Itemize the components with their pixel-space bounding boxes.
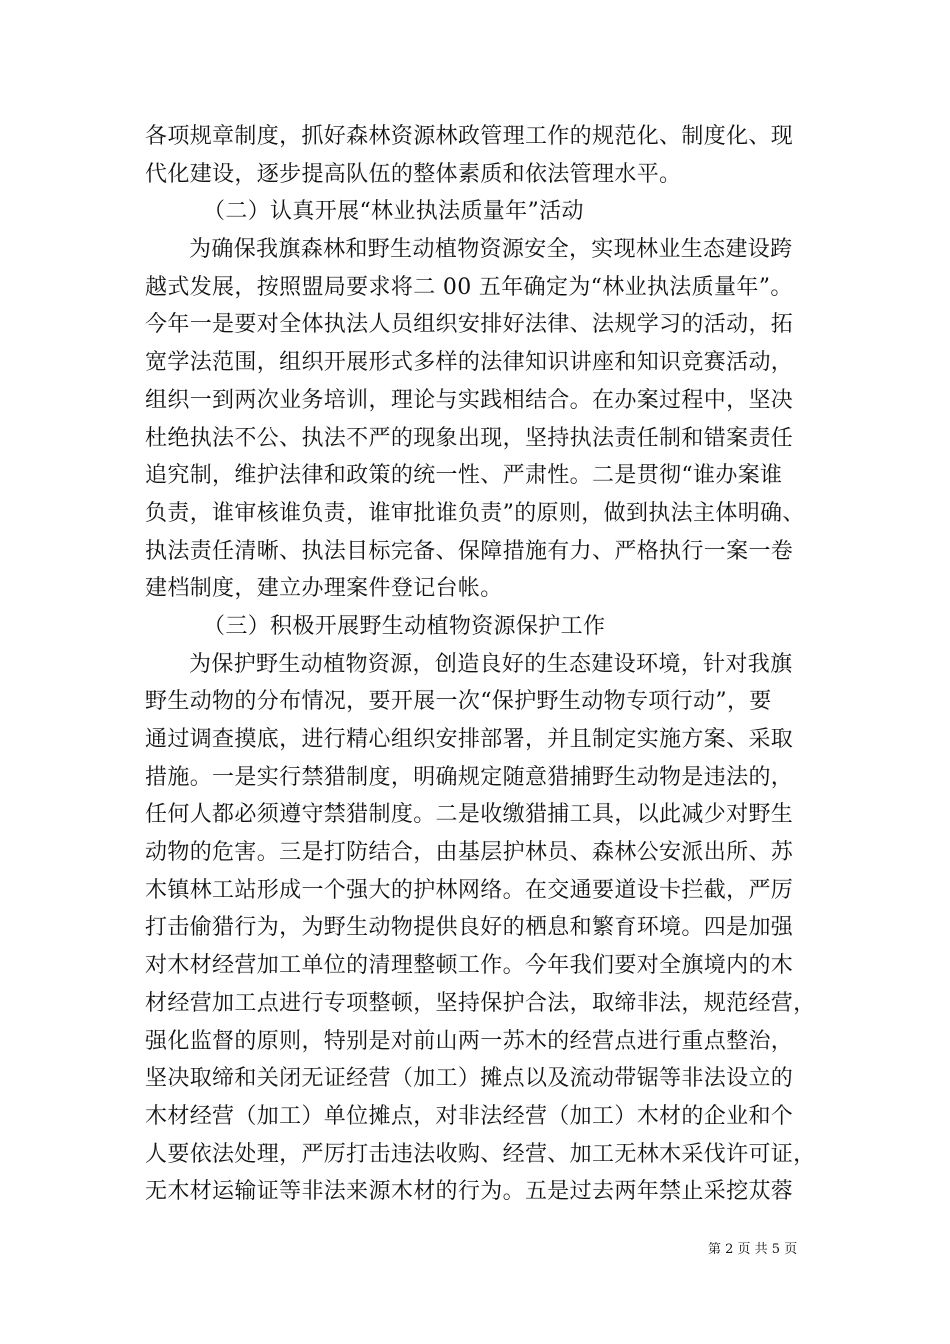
text-line: 通过调查摸底，进行精心组织安排部署，并且制定实施方案、采取: [145, 727, 794, 752]
text-line: 木镇林工站形成一个强大的护林网络。在交通要道设卡拦截，严厉: [145, 877, 794, 903]
text-line: 建档制度，建立办理案件登记台帐。: [145, 576, 503, 602]
text-line: 组织一到两次业务培训，理论与实践相结合。在办案过程中，坚决: [145, 387, 794, 413]
text-line: 负责，谁审核谁负责，谁审批谁负责”的原则，做到执法主体明确、: [145, 500, 805, 526]
text-line: 强化监督的原则，特别是对前山两一苏木的经营点进行重点整治，: [145, 1028, 794, 1054]
text-line: 材经营加工点进行专项整顿，坚持保护合法，取缔非法，规范经营，: [145, 990, 816, 1016]
text-line: 为保护野生动植物资源，创造良好的生态建设环境，针对我旗: [189, 651, 793, 677]
text-line: 杜绝执法不公、执法不严的现象出现，坚持执法责任制和错案责任: [145, 425, 794, 451]
text-line: 宽学法范围，组织开展形式多样的法律知识讲座和知识竞赛活动，: [145, 350, 794, 376]
text-line: 执法责任清晰、执法目标完备、保障措施有力、严格执行一案一卷: [145, 538, 794, 564]
page-number: 第 2 页 共 5 页: [708, 1242, 798, 1257]
body-text: [145, 118, 835, 1211]
text-line: 无木材运输证等非法来源木材的行为。五是过去两年禁止采挖苁蓉: [145, 1179, 794, 1205]
text-line: 打击偷猎行为，为野生动物提供良好的栖息和繁育环境。四是加强: [145, 915, 794, 941]
text-line: 措施。一是实行禁猎制度，明确规定随意猎捕野生动物是违法的，: [145, 764, 794, 790]
text-line: 追究制，维护法律和政策的统一性、严肃性。二是贯彻“谁办案谁: [145, 463, 783, 489]
text-line: 任何人都必须遵守禁猎制度。二是收缴猎捕工具，以此减少对野生: [145, 802, 794, 828]
text-line: 各项规章制度，抓好森林资源林政管理工作的规范化、制度化、现: [145, 124, 794, 149]
text-line: 人要依法处理，严厉打击违法收购、经营、加工无林木采伐许可证，: [145, 1141, 816, 1167]
section-heading: （二）认真开展“林业执法质量年”活动: [203, 199, 584, 225]
text-line: 坚决取缔和关闭无证经营（加工）摊点以及流动带锯等非法设立的: [145, 1066, 794, 1092]
text-line: 对木材经营加工单位的清理整顿工作。今年我们要对全旗境内的木: [145, 953, 794, 979]
text-line: 为确保我旗森林和野生动植物资源安全，实现林业生态建设跨: [189, 237, 793, 263]
text-line: 代化建设，逐步提高队伍的整体素质和依法管理水平。: [145, 161, 682, 187]
text-line: 越式发展，按照盟局要求将二 00 五年确定为“林业执法质量年”。: [145, 274, 793, 300]
text-line: 今年一是要对全体执法人员组织安排好法律、法规学习的活动，拓: [145, 312, 794, 338]
section-heading: （三）积极开展野生动植物资源保护工作: [203, 613, 606, 639]
text-line: 木材经营（加工）单位摊点，对非法经营（加工）木材的企业和个: [145, 1103, 794, 1129]
text-line: 动物的危害。三是打防结合，由基层护林员、森林公安派出所、苏: [145, 840, 794, 866]
text-line: 野生动物的分布情况，要开展一次“保护野生动物专项行动”，要: [145, 689, 772, 715]
